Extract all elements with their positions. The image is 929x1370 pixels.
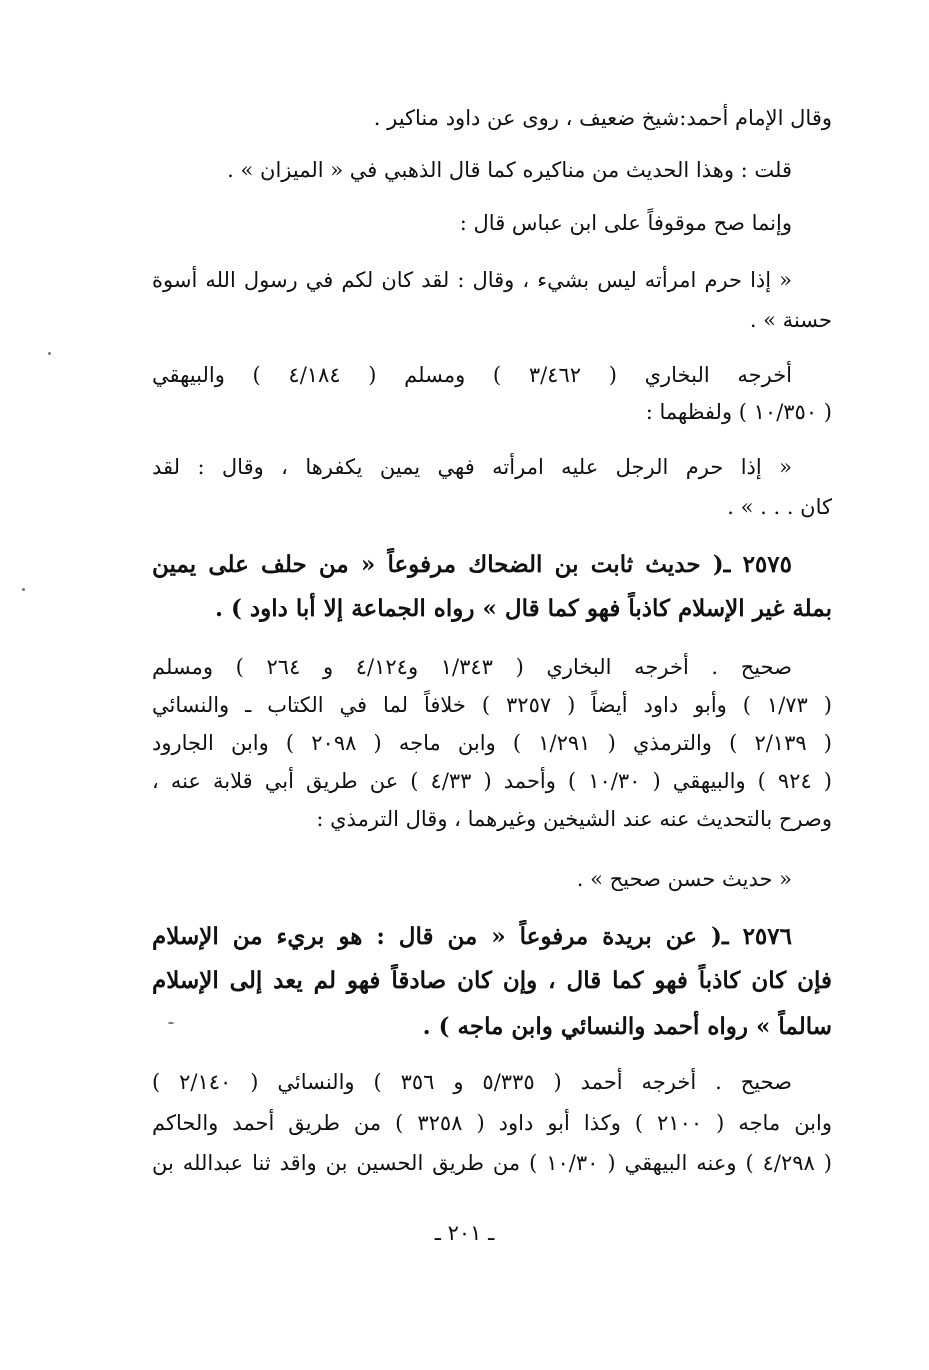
text-line: ( ١/٧٣ ) وأبو داود أيضاً ( ٣٢٥٧ ) خلافاً لما في الكتاب ـ والنسائي — [152, 693, 832, 717]
hadith-heading-line: سالماً » رواه أحمد والنسائي وابن ماجه ) . — [422, 1013, 832, 1040]
text-line: وصرح بالتحديث عنه عند الشيخين وغيرهما ، وقال الترمذي : — [316, 807, 832, 831]
text-line: « إذا حرم امرأته ليس بشيء ، وقال : لقد كان لكم في رسول الله أسوة — [152, 268, 792, 292]
scan-speck — [48, 352, 51, 355]
hadith-heading-line: ٢٥٧٥ ـ( حديث ثابت بن الضحاك مرفوعاً « من حلف على يمين — [152, 551, 792, 578]
text-line: قلت : وهذا الحديث من مناكيره كما قال الذهبي في « الميزان » . — [227, 158, 792, 182]
text-line: ( ٢/١٣٩ ) والترمذي ( ١/٢٩١ ) وابن ماجه ( ٢٠٩٨ ) وابن الجارود — [152, 731, 832, 755]
text-line: صحيح . أخرجه أحمد ( ٥/٣٣٥ و ٣٥٦ ) والنسائي ( ٢/١٤٠ ) — [152, 1070, 792, 1094]
text-line: وقال الإمام أحمد:شيخ ضعيف ، روى عن داود مناكير . — [373, 106, 832, 130]
text-line: « إذا حرم الرجل عليه امرأته فهي يمين يكفرها ، وقال : لقد — [152, 455, 792, 479]
text-line: صحيح . أخرجه البخاري ( ١/٣٤٣ و٤/١٢٤ و ٢٦٤ ) ومسلم — [152, 655, 792, 679]
text-line: ( ١٠/٣٥٠ ) ولفظهما : — [645, 400, 832, 424]
hadith-heading-line: بملة غير الإسلام كاذباً فهو كما قال » رواه الجماعة إلا أبا داود ) . — [214, 595, 832, 622]
scan-speck — [22, 588, 25, 591]
text-line: حسنة » . — [749, 308, 832, 332]
scan-speck — [168, 1022, 174, 1024]
text-line: وإنما صح موقوفاً على ابن عباس قال : — [459, 211, 792, 235]
text-line: ( ٩٢٤ ) والبيهقي ( ١٠/٣٠ ) وأحمد ( ٤/٣٣ ) عن طريق أبي قلابة عنه ، — [152, 769, 832, 793]
hadith-heading-line: ٢٥٧٦ ـ( عن بريدة مرفوعاً « من قال : هو بريء من الإسلام — [152, 923, 792, 950]
text-line: أخرجه البخاري ( ٣/٤٦٢ ) ومسلم ( ٤/١٨٤ ) والبيهقي — [152, 363, 793, 387]
page-number: ـ ٢٠١ ـ — [434, 1221, 495, 1245]
text-line: « حديث حسن صحيح » . — [576, 867, 792, 891]
text-line: وابن ماجه ( ٢١٠٠ ) وكذا أبو داود ( ٣٢٥٨ ) من طريق أحمد والحاكم — [152, 1111, 832, 1135]
hadith-heading-line: فإن كان كاذباً فهو كما قال ، وإن كان صادقاً فهو لم يعد إلى الإسلام — [152, 967, 832, 994]
text-line: كان . . . » . — [727, 495, 832, 519]
text-line: ( ٤/٢٩٨ ) وعنه البيهقي ( ١٠/٣٠ ) من طريق الحسين بن واقد ثنا عبدالله بن — [152, 1151, 832, 1175]
